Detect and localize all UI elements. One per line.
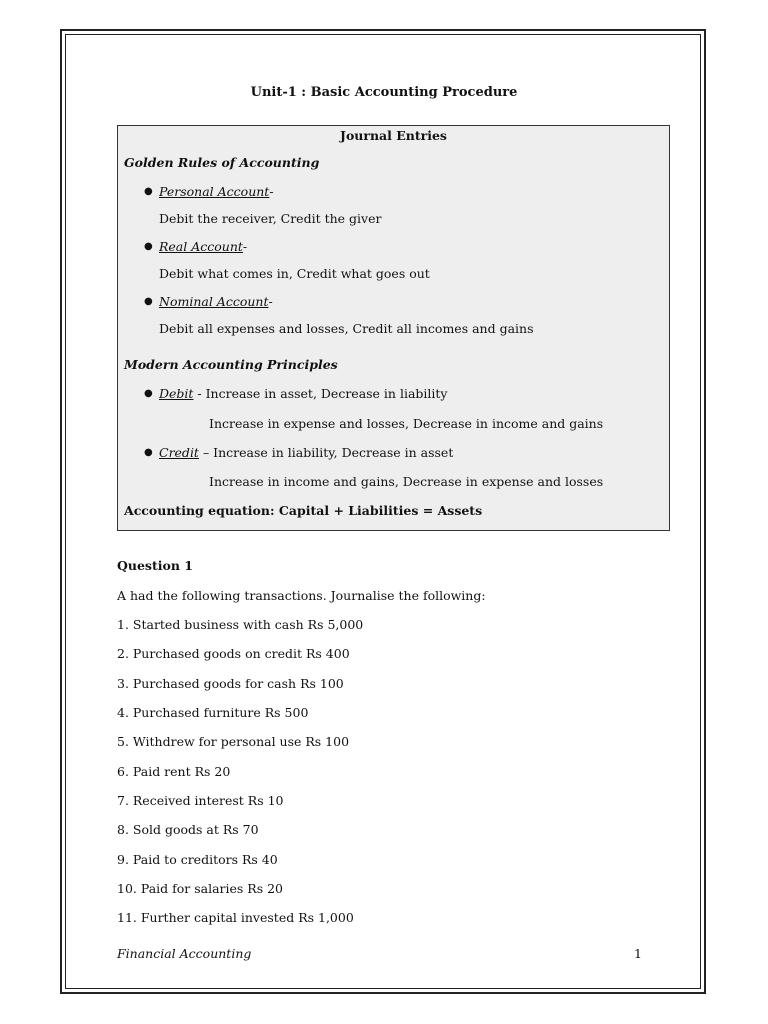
bullet-icon: ● [144,186,153,197]
credit-rule-text: – Increase in liability, Decrease in asset [198,445,454,460]
real-account-term: Real Account [159,239,243,254]
list-item: 2. Purchased goods on credit Rs 400 [117,646,350,661]
question-heading: Question 1 [117,558,193,573]
unit-title: Unit-1 : Basic Accounting Procedure [250,85,518,100]
golden-rule-term [159,239,247,254]
credit-rule-line-2: Increase in income and gains, Decrease in expense and losses [209,474,604,489]
page-number: 1 [634,946,642,961]
golden-rule-text: Debit the receiver, Credit the giver [159,211,382,226]
debit-rule-line [159,386,447,401]
term-suffix: - [269,184,274,199]
nominal-account-term: Nominal Account [159,294,269,309]
debit-term: Debit [159,386,194,401]
debit-rule-line-2: Increase in expense and losses, Decrease in income and gains [209,416,604,431]
term-suffix: - [242,239,248,254]
list-item: 4. Purchased furniture Rs 500 [117,705,309,720]
golden-rules-heading: Golden Rules of Accounting [124,155,320,170]
list-item: 3. Purchased goods for cash Rs 100 [117,676,344,691]
list-item: 9. Paid to creditors Rs 40 [117,852,278,867]
golden-rule-text: Debit all expenses and losses, Credit all incomes and gains [159,321,534,336]
question-intro: A had the following transactions. Journalise the following: [117,588,486,603]
list-item: 1. Started business with cash Rs 5,000 [117,617,364,632]
box-title: Journal Entries [340,128,447,143]
golden-rule-text: Debit what comes in, Credit what goes out [159,266,430,281]
list-item: 8. Sold goods at Rs 70 [117,822,259,837]
list-item: 5. Withdrew for personal use Rs 100 [117,734,350,749]
list-item: 7. Received interest Rs 10 [117,793,284,808]
list-item: 10. Paid for salaries Rs 20 [117,881,284,896]
bullet-icon: ● [144,296,153,307]
credit-term: Credit [159,445,199,460]
bullet-icon: ● [144,388,153,399]
footer-subject: Financial Accounting [117,946,252,961]
bullet-icon: ● [144,447,153,458]
bullet-icon: ● [144,241,153,252]
list-item: 6. Paid rent Rs 20 [117,764,231,779]
list-item: 11. Further capital invested Rs 1,000 [117,910,354,925]
personal-account-term: Personal Account [159,184,270,199]
golden-rule-term [159,184,274,199]
debit-rule-text: - Increase in asset, Decrease in liability [193,386,448,401]
golden-rule-term [159,294,273,309]
modern-principles-heading: Modern Accounting Principles [124,357,338,372]
term-suffix: - [268,294,273,309]
accounting-equation: Accounting equation: Capital + Liabilities = Assets [124,503,483,518]
credit-rule-line [159,445,453,460]
journal-entries-box [117,125,670,531]
